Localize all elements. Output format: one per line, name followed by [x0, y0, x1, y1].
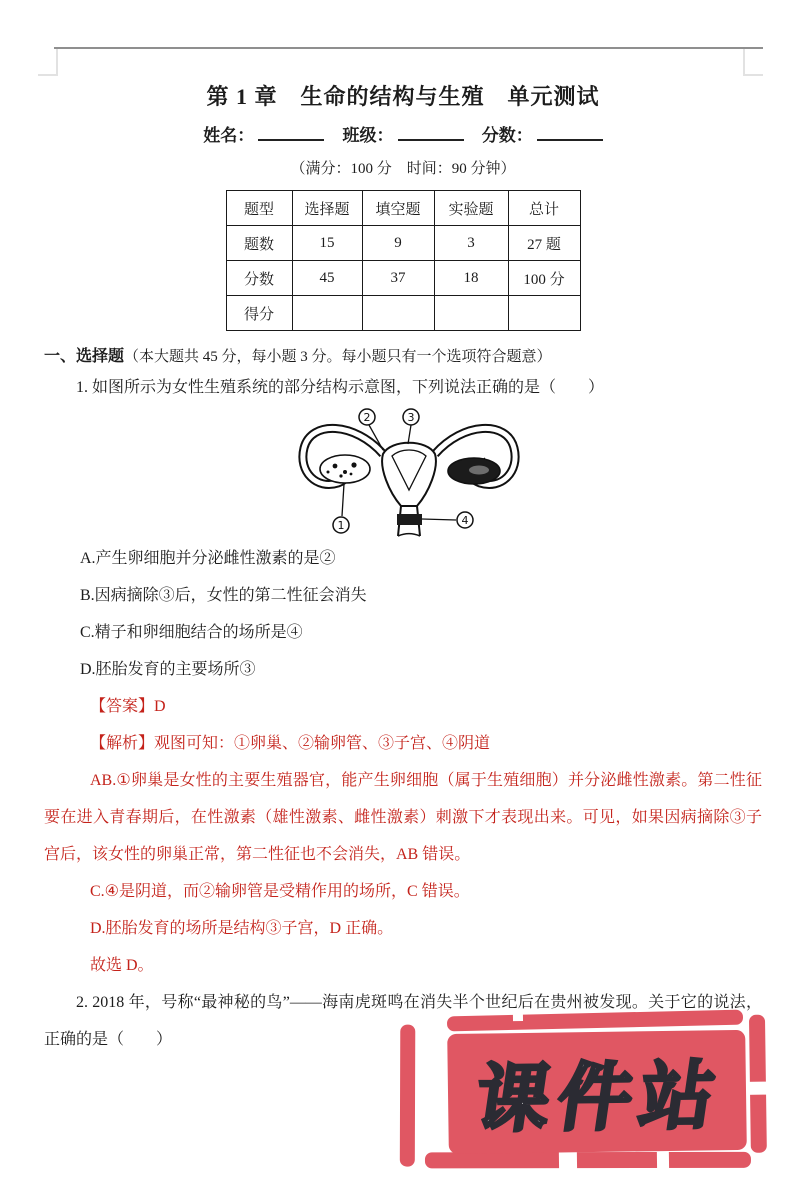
table-cell: 9	[362, 226, 434, 261]
table-cell: 分数	[226, 261, 292, 296]
section-title: 一、选择题	[44, 348, 125, 365]
stamp-border-gap	[746, 1082, 768, 1095]
table-header-cell: 题型	[226, 191, 292, 226]
stamp-text: 课件站	[470, 1054, 729, 1141]
table-row	[226, 296, 580, 331]
page-title: 第 1 章 生命的结构与生殖 单元测试	[206, 84, 600, 109]
student-info-line	[44, 124, 762, 148]
class-blank	[398, 126, 464, 141]
question-1-option-d: D.胚胎发育的主要场所③	[80, 661, 256, 678]
stamp-border-bottom	[425, 1152, 751, 1169]
document-content	[44, 82, 762, 1058]
score-label: 分数：	[481, 126, 533, 145]
female-reproductive-system-diagram	[44, 406, 762, 540]
question-1-option-c: C.精子和卵细胞结合的场所是④	[80, 624, 303, 641]
question-1-option-b: B.因病摘除③后，女性的第二性征会消失	[80, 587, 367, 604]
table-header-cell: 总计	[508, 191, 580, 226]
stamp-body	[447, 1030, 747, 1154]
score-blank	[537, 126, 603, 141]
exam-meta: （满分：100 分 时间：90 分钟）	[290, 161, 516, 177]
table-cell: 得分	[226, 296, 292, 331]
table-row	[226, 226, 580, 261]
table-cell: 题数	[226, 226, 292, 261]
table-header-cell: 填空题	[362, 191, 434, 226]
question-1-option-a: A.产生卵细胞并分泌雌性激素的是②	[80, 550, 336, 567]
table-cell: 3	[434, 226, 508, 261]
name-blank	[258, 126, 324, 141]
question-1-stem: 1. 如图所示为女性生殖系统的部分结构示意图，下列说法正确的是（ ）	[76, 379, 605, 396]
stamp-border-top	[447, 1010, 743, 1032]
table-cell: 15	[292, 226, 362, 261]
margin-corner-mark-left	[38, 49, 58, 76]
name-label: 姓名：	[203, 126, 255, 145]
question-2-stem: 2. 2018 年，号称“最神秘的鸟”——海南虎斑鸣在消失半个世纪后在贵州被发现。关于它的说法，正确的是（ ）	[44, 994, 762, 1048]
table-cell: 18	[434, 261, 508, 296]
diagram-label-2: 2	[363, 411, 371, 424]
analysis-conclusion: 故选 D。	[90, 957, 154, 974]
stamp-border-left	[400, 1025, 415, 1167]
table-row	[226, 261, 580, 296]
table-header-cell: 实验题	[434, 191, 508, 226]
kejianzhan-watermark-stamp	[397, 1003, 793, 1178]
analysis-paragraph-d: D.胚胎发育的场所是结构③子宫，D 正确。	[90, 920, 394, 937]
uterus-diagram-svg	[293, 406, 525, 540]
answer-line: 【答案】D	[90, 698, 166, 715]
section-note: （本大题共 45 分，每小题 3 分。每小题只有一个选项符合题意）	[124, 349, 552, 365]
analysis-paragraph-c: C.④是阴道，而②输卵管是受精作用的场所，C 错误。	[90, 883, 470, 900]
margin-corner-mark-right	[743, 49, 763, 76]
class-label: 班级：	[342, 126, 394, 145]
table-row	[226, 191, 580, 226]
table-cell	[362, 296, 434, 331]
section-heading	[44, 345, 762, 369]
stamp-border-gap	[513, 1011, 523, 1021]
score-summary-table	[226, 190, 581, 331]
diagram-label-4: 4	[461, 514, 469, 527]
table-header-cell: 选择题	[292, 191, 362, 226]
table-cell: 100 分	[508, 261, 580, 296]
page-top-edge	[54, 47, 763, 49]
table-cell	[508, 296, 580, 331]
table-cell	[292, 296, 362, 331]
table-cell: 27 题	[508, 226, 580, 261]
analysis-paragraph-ab: AB.①卵巢是女性的主要生殖器官，能产生卵细胞（属于生殖细胞）并分泌雌性激素。第二性征要在进入青春期后，在性激素（雄性激素、雌性激素）刺激下才表现出来。可见，如果因病摘除③子宫后，该女性的卵巢正常，第二性征也不会消失，AB 错误。	[44, 772, 762, 863]
analysis-intro: 【解析】观图可知：①卵巢、②输卵管、③子宫、④阴道	[90, 735, 491, 752]
table-cell: 37	[362, 261, 434, 296]
table-cell: 45	[292, 261, 362, 296]
diagram-label-3: 3	[407, 411, 415, 424]
table-cell	[434, 296, 508, 331]
diagram-label-1: 1	[337, 519, 345, 532]
